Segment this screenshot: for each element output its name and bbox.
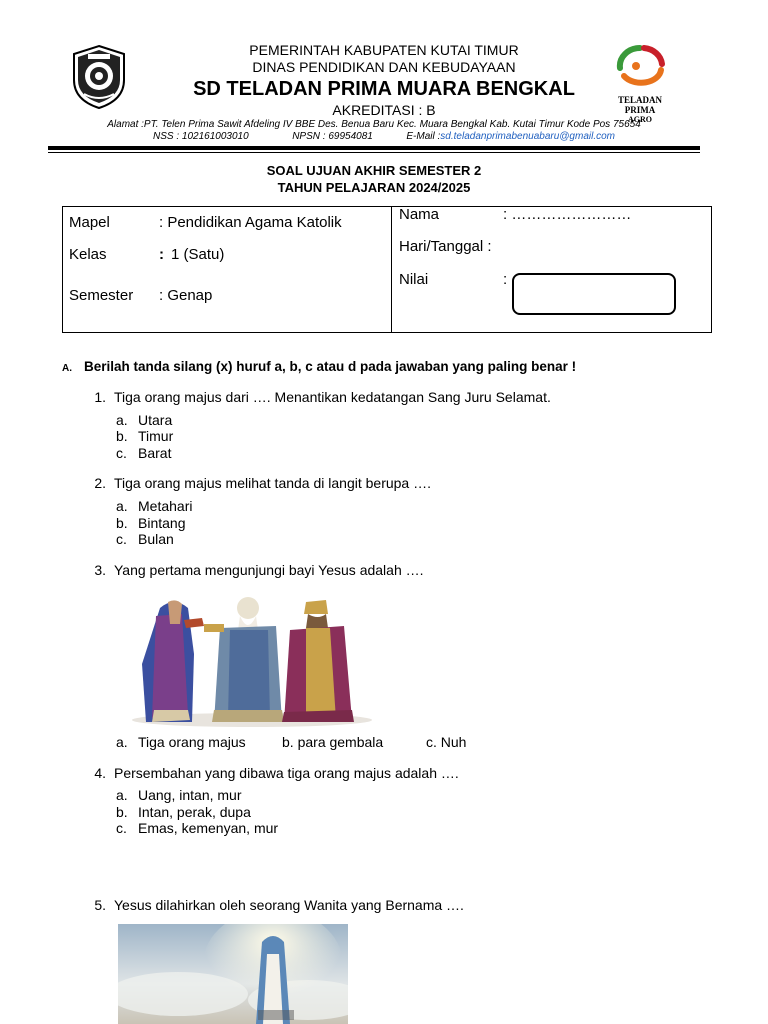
option-letter: c.	[116, 445, 127, 461]
semester-value: : Genap	[159, 287, 213, 304]
option-text: Utara	[138, 412, 173, 428]
kelas-colon: :	[159, 246, 164, 263]
option-letter: c.	[116, 820, 127, 836]
option-text: Bintang	[138, 515, 186, 531]
question-number: 5.	[94, 897, 106, 913]
npsn: NPSN : 69954081	[292, 131, 373, 142]
dept-name: DINAS PENDIDIKAN DAN KEBUDAYAAN	[252, 59, 516, 75]
section-instruction-text: Berilah tanda silang (x) huruf a, b, c atau d pada jawaban yang paling benar !	[84, 359, 577, 374]
question-1	[84, 389, 551, 406]
header-rule-thick	[48, 146, 700, 150]
gov-name: PEMERINTAH KABUPATEN KUTAI TIMUR	[249, 42, 519, 58]
address: Alamat :PT. Telen Prima Sawit Afdeling IV BBE Des. Benua Baru Kec. Muara Bengkal Kab. Kutai Timur Kode Pos 75654	[107, 119, 641, 130]
q3-option-c[interactable]	[426, 734, 466, 751]
q1-option-b[interactable]	[116, 428, 173, 445]
info-box-divider	[391, 206, 392, 333]
q1-option-c[interactable]	[116, 445, 171, 462]
q4-option-b[interactable]	[116, 804, 251, 821]
option-text: Timur	[138, 428, 174, 444]
option-letter: a.	[116, 498, 128, 514]
question-2	[84, 475, 431, 492]
school-name: SD TELADAN PRIMA MUARA BENGKAL	[193, 78, 575, 100]
option-text: Metahari	[138, 498, 193, 514]
q3-option-a[interactable]	[116, 734, 246, 751]
email-link[interactable]: sd.teladanprimabenuabaru@gmail.com	[440, 131, 615, 142]
option-text: Bulan	[138, 531, 174, 547]
option-text: Tiga orang majus	[138, 734, 246, 750]
nama-label: Nama	[399, 206, 440, 223]
nss: NSS : 102161003010	[153, 131, 249, 142]
option-text: Intan, perak, dupa	[138, 804, 251, 820]
kelas-label: Kelas	[69, 246, 107, 263]
option-text: para gembala	[297, 734, 384, 750]
option-letter: a.	[116, 412, 128, 428]
question-number: 2.	[94, 475, 106, 491]
q2-option-a[interactable]	[116, 498, 192, 515]
q1-option-a[interactable]	[116, 412, 172, 429]
question-5	[84, 897, 464, 914]
nilai-colon: :	[503, 271, 508, 288]
kelas-value: 1 (Satu)	[171, 246, 225, 263]
three-magi-image	[130, 594, 375, 728]
exam-year: TAHUN PELAJARAN 2024/2025	[277, 180, 471, 195]
nama-field[interactable]: : ……………………	[503, 206, 632, 223]
option-text: Uang, intan, mur	[138, 787, 242, 803]
nilai-label: Nilai	[399, 271, 429, 288]
option-letter: c.	[116, 531, 127, 547]
question-number: 4.	[94, 765, 106, 781]
school-ids	[0, 131, 768, 143]
question-text: Yesus dilahirkan oleh seorang Wanita yang Bernama ….	[114, 897, 464, 913]
question-number: 3.	[94, 562, 106, 578]
q4-option-c[interactable]	[116, 820, 278, 837]
question-3	[84, 562, 424, 579]
option-letter: b.	[116, 515, 128, 531]
section-instruction	[62, 359, 576, 374]
option-text: Nuh	[440, 734, 467, 750]
option-letter: b.	[282, 734, 294, 750]
q2-option-b[interactable]	[116, 515, 185, 532]
option-letter: b.	[116, 804, 128, 820]
mapel-value: : Pendidikan Agama Katolik	[159, 214, 342, 231]
accreditation: AKREDITASI : B	[332, 102, 436, 118]
virgin-mary-image	[118, 924, 348, 1024]
q2-option-c[interactable]	[116, 531, 174, 548]
option-letter: c.	[426, 734, 437, 750]
email-label: E-Mail :	[406, 131, 441, 142]
mapel-label: Mapel	[69, 214, 110, 231]
question-text: Persembahan yang dibawa tiga orang majus adalah ….	[114, 765, 459, 781]
logo-text-2: AGRO	[628, 115, 652, 124]
hari-tanggal-label: Hari/Tanggal :	[399, 238, 492, 255]
question-4	[84, 765, 459, 782]
question-text: Tiga orang majus melihat tanda di langit berupa ….	[114, 475, 431, 491]
exam-title: SOAL UJUAN AKHIR SEMESTER 2	[266, 163, 482, 178]
q3-option-b[interactable]	[282, 734, 383, 751]
question-number: 1.	[94, 389, 106, 405]
option-letter: a.	[116, 734, 128, 750]
option-text: Emas, kemenyan, mur	[138, 820, 279, 836]
semester-label: Semester	[69, 287, 134, 304]
question-text: Tiga orang majus dari …. Menantikan kedatangan Sang Juru Selamat.	[114, 389, 551, 405]
option-text: Barat	[138, 445, 172, 461]
header-rule-thin	[48, 152, 700, 153]
logo-text-1: TELADAN PRIMA	[617, 95, 662, 115]
option-letter: b.	[116, 428, 128, 444]
question-text: Yang pertama mengunjungi bayi Yesus adalah ….	[114, 562, 424, 578]
nilai-score-box[interactable]	[512, 273, 676, 315]
q4-option-a[interactable]	[116, 787, 242, 804]
option-letter: a.	[116, 787, 128, 803]
section-label: A.	[62, 363, 72, 374]
